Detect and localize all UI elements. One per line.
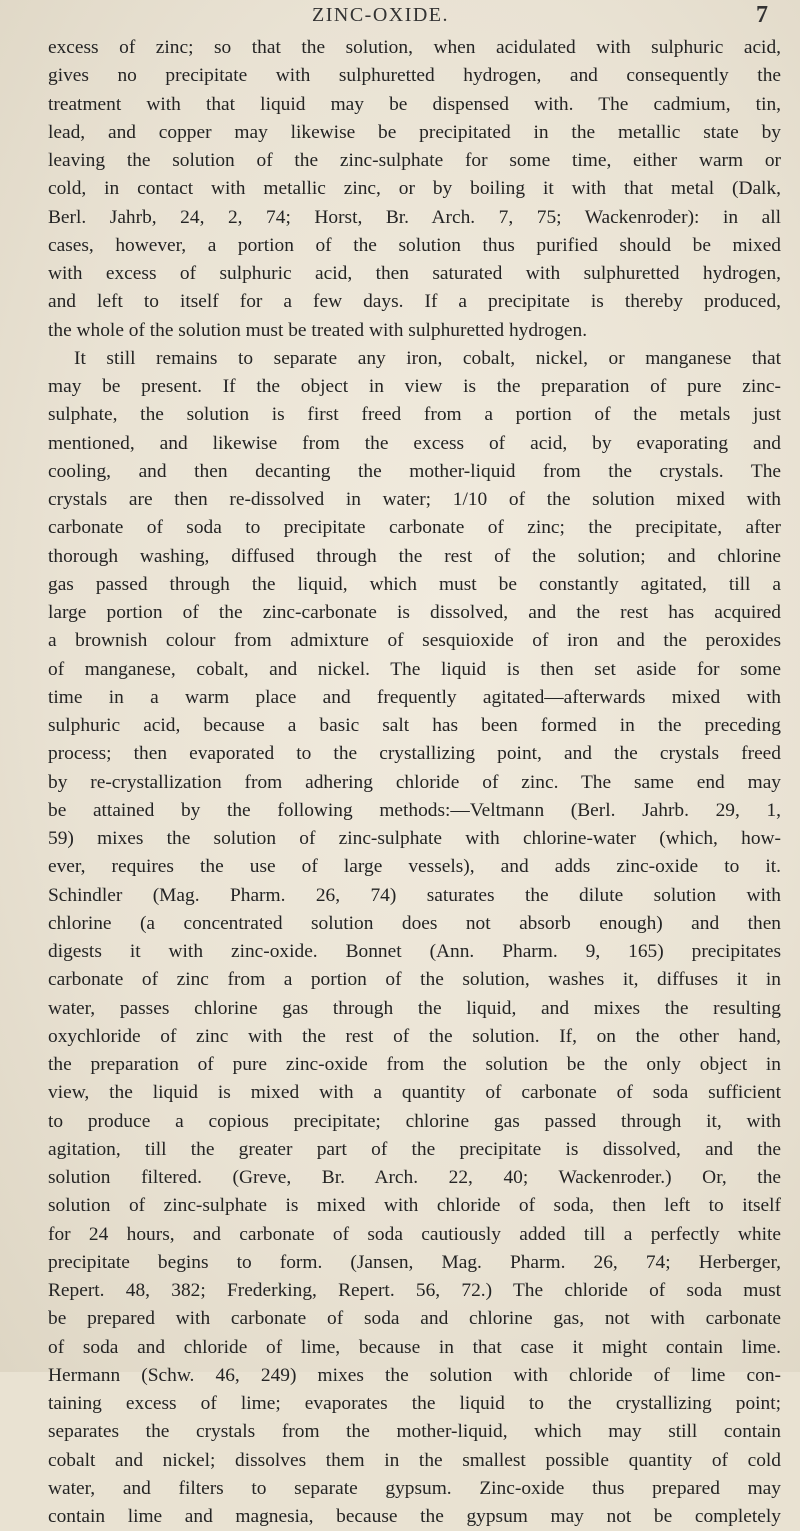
text-line: taining excess of lime; evaporates the liquid to the crystallizing point; <box>48 1393 781 1414</box>
text-line: Schindler (Mag. Pharm. 26, 74) saturates the dilute solution with <box>48 884 781 906</box>
text-line: ever, requires the use of large vessels), and adds zinc-oxide to it. <box>48 856 781 878</box>
text-line: Repert. 48, 382; Frederking, Repert. 56, 72.) The chloride of soda must <box>48 1280 781 1301</box>
text-line: by re-crystallization from adhering chloride of zinc. The same end may <box>48 771 781 793</box>
text-line: view, the liquid is mixed with a quantity of carbonate of soda sufficient <box>48 1082 781 1104</box>
text-line: cold, in contact with metallic zinc, or by boiling it with that metal (Dalk, <box>48 178 781 200</box>
text-line: gives no precipitate with sulphuretted hydrogen, and consequently the <box>48 65 781 87</box>
text-line: It still remains to separate any iron, cobalt, nickel, or manganese that <box>74 347 781 369</box>
text-line: a brownish colour from admixture of sesquioxide of iron and the peroxides <box>48 630 781 652</box>
text-line: cases, however, a portion of the solution thus purified should be mixed <box>48 234 781 256</box>
text-line: carbonate of soda to precipitate carbonate of zinc; the precipitate, after <box>48 517 781 539</box>
text-line: leaving the solution of the zinc-sulphate for some time, either warm or <box>48 150 781 171</box>
text-line: time in a warm place and frequently agitated—afterwards mixed with <box>48 686 781 708</box>
text-line: Hermann (Schw. 46, 249) mixes the solution with chloride of lime con- <box>48 1364 781 1386</box>
text-line: cobalt and nickel; dissolves them in the smallest possible quantity of cold <box>48 1449 781 1471</box>
text-line: large portion of the zinc-carbonate is dissolved, and the rest has acquired <box>48 602 781 623</box>
text-line: digests it with zinc-oxide. Bonnet (Ann. Pharm. 9, 165) precipitates <box>48 941 781 962</box>
text-line: separates the crystals from the mother-liquid, which may still contain <box>48 1421 781 1443</box>
text-line: excess of zinc; so that the solution, when acidulated with sulphuric acid, <box>48 37 781 58</box>
text-line: solution of zinc-sulphate is mixed with chloride of soda, then left to itself <box>48 1195 781 1217</box>
text-line: solution filtered. (Greve, Br. Arch. 22, 40; Wackenroder.) Or, the <box>48 1167 781 1188</box>
text-line: gas passed through the liquid, which must be constantly agitated, till a <box>48 573 781 595</box>
text-line: water, and filters to separate gypsum. Zinc-oxide thus prepared may <box>48 1477 781 1499</box>
text-line: to produce a copious precipitate; chlorine gas passed through it, with <box>48 1110 781 1132</box>
text-line: precipitate begins to form. (Jansen, Mag. Pharm. 26, 74; Herberger, <box>48 1251 781 1273</box>
text-line: oxychloride of zinc with the rest of the solution. If, on the other hand, <box>48 1025 781 1047</box>
text-line: treatment with that liquid may be dispensed with. The cadmium, tin, <box>48 93 781 115</box>
text-line: agitation, till the greater part of the precipitate is dissolved, and the <box>48 1138 781 1160</box>
text-line: of manganese, cobalt, and nickel. The liquid is then set aside for some <box>48 658 781 680</box>
text-line: contain lime and magnesia, because the gypsum may not be completely <box>48 1506 781 1527</box>
text-line: the preparation of pure zinc-oxide from the solution be the only object in <box>48 1054 781 1075</box>
text-line: and left to itself for a few days. If a precipitate is thereby produced, <box>48 291 781 313</box>
text-line: chlorine (a concentrated solution does not absorb enough) and then <box>48 912 781 934</box>
text-line: be attained by the following methods:—Veltmann (Berl. Jahrb. 29, 1, <box>48 799 781 821</box>
body-text <box>48 34 781 1531</box>
text-line: cooling, and then decanting the mother-liquid from the crystals. The <box>48 460 781 482</box>
text-line: thorough washing, diffused through the rest of the solution; and chlorine <box>48 545 781 567</box>
text-line: of soda and chloride of lime, because in that case it might contain lime. <box>48 1336 781 1358</box>
running-head: ZINC-OXIDE. <box>312 4 450 26</box>
text-line: for 24 hours, and carbonate of soda cautiously added till a perfectly white <box>48 1223 781 1245</box>
page-header <box>0 4 800 36</box>
text-line: be prepared with carbonate of soda and chlorine gas, not with carbonate <box>48 1308 781 1330</box>
text-line: lead, and copper may likewise be precipitated in the metallic state by <box>48 121 781 143</box>
text-line: crystals are then re-dissolved in water; 1/10 of the solution mixed with <box>48 489 781 510</box>
text-line: sulphuric acid, because a basic salt has been formed in the preceding <box>48 715 781 736</box>
text-line: water, passes chlorine gas through the liquid, and mixes the resulting <box>48 997 781 1019</box>
text-line: carbonate of zinc from a portion of the solution, washes it, diffuses it in <box>48 969 781 991</box>
text-line: 59) mixes the solution of zinc-sulphate with chlorine-water (which, how- <box>48 828 781 849</box>
text-line: process; then evaporated to the crystallizing point, and the crystals freed <box>48 743 781 765</box>
text-line: the whole of the solution must be treated with sulphuretted hydrogen. <box>48 319 588 341</box>
text-line: mentioned, and likewise from the excess of acid, by evaporating and <box>48 432 781 454</box>
text-line: with excess of sulphuric acid, then saturated with sulphuretted hydrogen, <box>48 263 781 284</box>
text-line: sulphate, the solution is first freed from a portion of the metals just <box>48 404 781 426</box>
page-number: 7 <box>756 2 768 28</box>
text-line: Berl. Jahrb, 24, 2, 74; Horst, Br. Arch. 7, 75; Wackenroder): in all <box>48 206 781 228</box>
text-line: may be present. If the object in view is the preparation of pure zinc- <box>48 376 781 397</box>
